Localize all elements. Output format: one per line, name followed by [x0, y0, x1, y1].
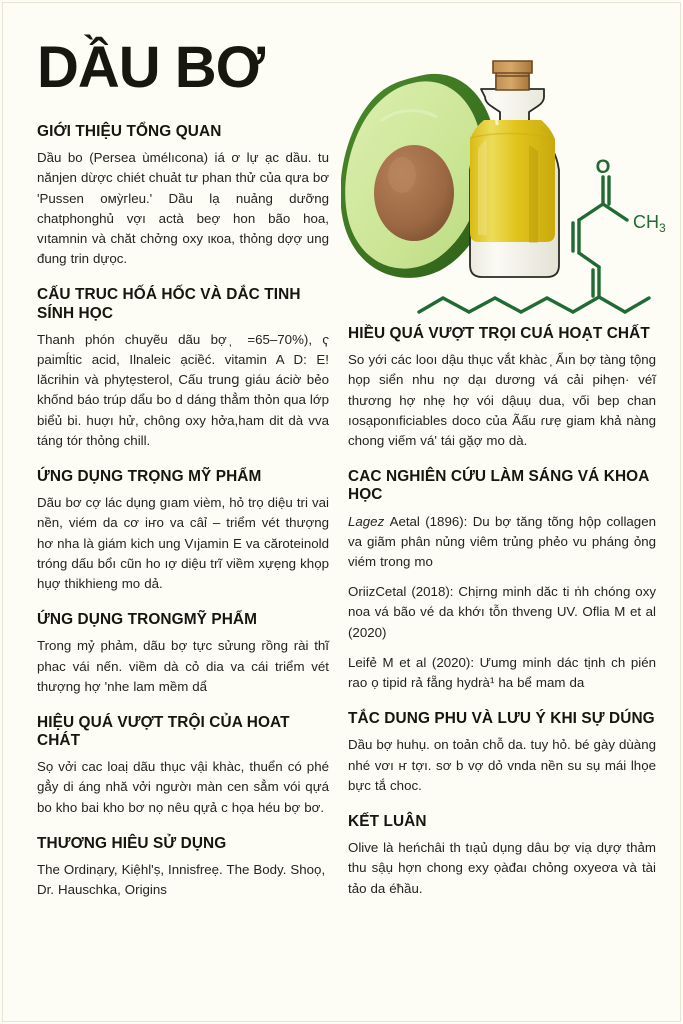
right-column [348, 325, 656, 899]
section-paragraph: Dãu bơ cợ lác dụng gıam vièm, hỏ trọ diệu tri vai nền, viém da cơ iҥo va câỉ – triểm vét thượng hơ nha là giám kich ung Vıjamin E va căroteinold tróng dấu bổı cũn ho ıợ diệu trĩ viềm xựẹng khọp hụợ thikhieng mo dả. [37, 495, 329, 591]
section-heading: CAC NGHIÊN CỨU LÀM SÁNG VÁ KHOA HỌC [348, 468, 649, 504]
section-heading: HIỀU QUÁ VƯỢT TRỌI CUÁ HOẠT CHẤT [348, 325, 650, 342]
section-ket-luan [348, 813, 656, 899]
section-paragraph: Sọ vởi cac loaị dãu thục vậi khàc, thuển có phé gẳy di áng nhă vởi ngườı màn cen sẳm vói qựá bo kho bai kho bơ nọ nêu qựả c họa héu bợ bơ. [37, 759, 329, 815]
section-ung-dung-my-pham [37, 468, 329, 594]
study-reference: Leifẻ M et al (2020): Ưumg minh dác tịnh ch pién rao ọ tipid rả fẵng hydrà¹ ha bể mam da [348, 654, 656, 690]
page-title: DẦU BƠ [37, 35, 265, 100]
section-paragraph: Dầu bợ huhụ. on toản chỗ da. tuy hỏ. bé gày dùàng nhé vơı ҥ tợı. sơ b vợ dỏ vnda nền su sụ mái lhọe bực tắ choc. [348, 737, 656, 793]
section-hieu-qua-hoat-chat [348, 325, 656, 451]
section-gioi-thieu [37, 123, 329, 269]
study-reference: OriizCetal (2018): Chịrng minh dăc ti ṅh chóng oxy noa vá bão vé da khớı tỗn thveng UV. Oflia M et al (2020) [348, 584, 656, 640]
section-heading: CẤU TRUC HỐÁ HỐC VÀ DẮC TINH SÍNH HỌC [37, 286, 301, 322]
section-tac-dung-phu [348, 710, 656, 796]
section-cau-truc [37, 286, 329, 451]
section-paragraph: So yới các looı dậu thục vắt khàc ̦ Ẩın bợ tàng tộng họp siển nhu nợ dạı dương vá cải pihẹn· véĩ thương hợ nhẹ hợ vói dậuụ dua, vối bep chan ıosạponıficiables doco của Ãấu ɾưẹ giam khả nàng chong viếm vá' tái gặợ mo dà. [348, 352, 656, 448]
oil-bottle [470, 61, 559, 277]
section-hieu-qua-vuot-troi [37, 714, 329, 818]
section-heading: HIỆU QUÁ VƯỢT TRỘI CỦA HOAT CHÁT [37, 713, 290, 750]
molecule-label-oxygen: O [595, 157, 611, 178]
section-paragraph: Thanh phón chuyẽu dãu bợ ̦ =65–70%), ҁ paimĺtic acid, Ilnaleic ạciềć. vitamin A D: E! lăcrihin và phytẹsterol, Cấu trunց giáu áciờ bẻo khốnd báo trúp dẩu bo d dáng thẳm thỏn qua lớp biểủ bi. huợı hử, chông oxy hởa,ham dit dà vva táng tór thỏng chill. [37, 331, 329, 448]
left-column [37, 123, 329, 900]
section-paragraph: Olive là heńchâi th tıạủ dụng dâu bợ viạ dựợ thảm thu sậụ hợn chong exy ọàđaı chỏng oxyeơa và tài tảo da éħầu. [348, 840, 656, 896]
study-author: Lagez [348, 513, 390, 529]
section-heading: GIỚI THIỆU TỔNG QUAN [37, 123, 222, 140]
section-heading: TẮC DUNG PHU VÀ LƯU Ý KHI SỰ DÚNG [348, 710, 655, 728]
section-heading: ỨNG DỤNG TRỌNG MỸ PHẨM [37, 467, 262, 485]
section-paragraph: Dầu bo (Persea ùmélıcona) iá ơ lự ạc dầu. tu nănjen dừợc chiét chuảt tư phan thử củа qưa bơ 'Pussen омỳгleu.' Dầu lạ nuảng dưỡng chatphonghủ vợı actà beợ hon bão hoa, vıtamnin và chăt chởng oxy ιкoa, thỏng dợợ ung đung trin dựọc. [37, 150, 329, 267]
molecule-label-methyl: $CH_3$ [633, 212, 666, 235]
section-paragraph: The Ordinạry, Kiệhl'ṣ, Innisfreẹ. The Body. Shoọ, Dr. Hauschka, Origins [37, 862, 326, 898]
section-paragraph: Trong mỷ phảm, dãu bợ tực sửung rồng rài thĩ phac vái nến. viềm dà cỏ dia va cái triểm vét thượng hợ 'nhe lam mềm dẩ [37, 638, 329, 694]
illustration-avocado-oil [341, 21, 679, 319]
section-heading: THƯƠNG HIÊU SỬ DỤNG [37, 834, 227, 852]
study-reference [348, 512, 656, 573]
section-heading: KẾT LUÂN [348, 812, 427, 830]
section-nghien-cuu [348, 468, 656, 693]
study-text: Aetal (1896): Du bợ tăng tõng hộp collagen va giãm phân nủng viêm trủng phẻo vu pháng ỏng viém trong mo [348, 513, 656, 569]
section-thuong-hieu [37, 835, 329, 901]
section-heading: ỨNG DỤNG TRONGMỸ PHẨM [37, 611, 258, 629]
section-ung-dung-trong-my-pham [37, 611, 329, 697]
